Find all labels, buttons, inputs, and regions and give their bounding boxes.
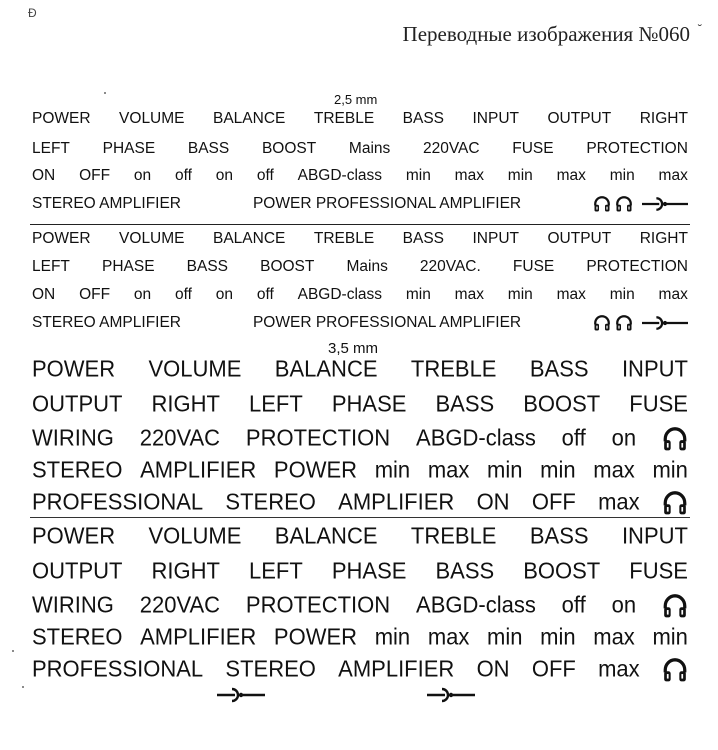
text-word: STEREO AMPLIFIER [32, 195, 182, 212]
text-word: max [427, 456, 470, 483]
text-line [32, 454, 688, 486]
text-line [32, 555, 688, 587]
text-word: on [215, 286, 234, 303]
text-word: FUSE [629, 390, 688, 417]
text-word: ON [32, 167, 56, 184]
text-line [32, 193, 688, 215]
text-word: OUTPUT [547, 110, 612, 127]
text-word: FUSE [512, 258, 555, 275]
text-word: 220VAC [422, 140, 480, 157]
headphones-icon [615, 314, 633, 332]
text-word: WIRING [32, 424, 114, 451]
text-word: max [658, 167, 688, 184]
text-word: PROTECTION [586, 140, 688, 157]
text-word: min [374, 623, 411, 650]
text-word: TREBLE [313, 230, 375, 247]
text-word: POWER [32, 230, 91, 247]
text-word: max [454, 167, 484, 184]
headphones-icon [662, 592, 688, 619]
text-word: min [507, 286, 533, 303]
text-word: RIGHT [151, 390, 220, 417]
text-word: min [540, 456, 576, 483]
text-word: AMPLIFIER [140, 456, 257, 483]
text-word: min [609, 286, 635, 303]
text-word: BASS [529, 355, 589, 382]
text-line [32, 312, 688, 334]
title-mark: ˘ [698, 22, 702, 36]
text-word: BASS [402, 230, 445, 247]
text-word: BASS [187, 140, 230, 157]
text-word: LEFT [32, 258, 70, 275]
text-line [32, 486, 688, 518]
text-word: OFF [79, 286, 111, 303]
text-word: on [215, 167, 234, 184]
icon-group [662, 591, 688, 620]
text-line [32, 388, 688, 420]
text-word: on [133, 286, 152, 303]
text-word: AMPLIFIER [140, 623, 257, 650]
text-word: STEREO [225, 655, 316, 682]
text-word: FUSE [629, 557, 688, 584]
text-word: ABGD-class [297, 286, 383, 303]
text-word: min [652, 623, 688, 650]
text-word: POWER [273, 623, 358, 650]
text-word: FUSE [512, 140, 554, 157]
text-word: off [561, 424, 586, 451]
text-word: PROFESSIONAL [32, 655, 204, 682]
text-word: BOOST [260, 258, 315, 275]
text-word: max [593, 456, 635, 483]
text-word: on [611, 591, 637, 618]
text-line [32, 589, 688, 621]
page-title: Переводные изображения №060 [402, 22, 690, 46]
text-word: INPUT [472, 230, 519, 247]
jack-input-icon [642, 315, 688, 331]
text-word: STEREO [32, 456, 123, 483]
text-word: ON [32, 286, 56, 303]
text-word: min [487, 456, 523, 483]
text-word: Mains [346, 258, 388, 275]
icon-group [593, 195, 688, 213]
text-word: off [256, 167, 274, 184]
text-word: BOOST [523, 390, 601, 417]
text-word: max [593, 623, 635, 650]
text-line [32, 165, 688, 187]
text-word: POWER [32, 522, 116, 549]
headphones-icon [662, 489, 688, 516]
text-word: POWER [273, 456, 358, 483]
text-word: INPUT [472, 110, 519, 127]
text-word: LEFT [249, 557, 303, 584]
headphones-icon [662, 656, 688, 683]
speck [104, 92, 106, 94]
text-word: BASS [435, 390, 495, 417]
text-word: BALANCE [274, 355, 378, 382]
text-word: OFF [531, 488, 576, 515]
text-word: LEFT [32, 140, 70, 157]
text-word: VOLUME [119, 230, 185, 247]
text-word: min [540, 623, 576, 650]
divider [30, 224, 690, 225]
text-word: ON [476, 655, 510, 682]
text-word: RIGHT [151, 557, 220, 584]
text-word: AMPLIFIER [338, 655, 455, 682]
text-word: ABGD-class [297, 167, 383, 184]
text-word: OFF [79, 167, 111, 184]
text-word: PROTECTION [245, 591, 391, 618]
text-word: 220VAC. [419, 258, 481, 275]
text-word: max [427, 623, 470, 650]
text-line [32, 284, 688, 306]
icon-group [662, 424, 688, 453]
corner-mark: Ð [28, 6, 37, 20]
text-line [32, 520, 688, 552]
text-word: POWER [32, 355, 116, 382]
text-word: ABGD-class [416, 424, 536, 451]
size-label-small: 2,5 mm [334, 92, 378, 107]
headphones-icon [593, 195, 611, 213]
text-word: POWER [32, 110, 91, 127]
speck [22, 686, 24, 688]
text-word: min [405, 167, 431, 184]
text-word: VOLUME [148, 355, 242, 382]
size-label-large: 3,5 mm [328, 340, 379, 357]
text-word: PHASE [331, 557, 407, 584]
text-word: max [556, 167, 586, 184]
speck [12, 650, 14, 652]
text-word: on [133, 167, 152, 184]
text-word: off [561, 591, 586, 618]
text-line [32, 228, 688, 250]
text-word: INPUT [621, 522, 688, 549]
text-word: BALANCE [274, 522, 378, 549]
jack-input-icon [425, 686, 477, 704]
text-word: OUTPUT [32, 557, 123, 584]
text-word: min [487, 623, 523, 650]
headphones-icon [662, 425, 688, 452]
text-word: 220VAC [139, 591, 221, 618]
text-word: min [652, 456, 688, 483]
text-word: off [174, 286, 192, 303]
text-word: min [374, 456, 411, 483]
text-line [32, 353, 688, 385]
text-word: STEREO [32, 623, 123, 650]
text-word: max [454, 286, 484, 303]
text-word: INPUT [621, 355, 688, 382]
text-word: min [405, 286, 431, 303]
text-word: PHASE [331, 390, 407, 417]
jack-input-icon [642, 196, 688, 212]
text-word: PHASE [102, 258, 155, 275]
icon-group [662, 488, 688, 517]
text-word: ON [476, 488, 510, 515]
text-word: TREBLE [313, 110, 375, 127]
text-word: ABGD-class [416, 591, 536, 618]
text-word: OUTPUT [32, 390, 123, 417]
text-word: PROTECTION [245, 424, 391, 451]
icon-group [662, 655, 688, 684]
jack-input-icon [215, 686, 267, 704]
text-word: BOOST [523, 557, 601, 584]
text-word: POWER PROFESSIONAL AMPLIFIER [252, 195, 522, 212]
text-word: max [658, 286, 688, 303]
text-line [32, 653, 688, 685]
text-word: max [556, 286, 586, 303]
text-word: BASS [186, 258, 229, 275]
text-word: OUTPUT [547, 230, 612, 247]
text-word: PROTECTION [586, 258, 688, 275]
text-word: TREBLE [410, 355, 497, 382]
text-word: min [609, 167, 635, 184]
text-word: BOOST [261, 140, 317, 157]
text-word: VOLUME [119, 110, 185, 127]
text-line [32, 138, 688, 160]
text-word: LEFT [249, 390, 303, 417]
headphones-icon [615, 195, 633, 213]
text-word: AMPLIFIER [338, 488, 455, 515]
text-word: STEREO AMPLIFIER [32, 314, 182, 331]
text-word: BASS [402, 110, 445, 127]
text-word: BALANCE [213, 110, 286, 127]
text-word: min [507, 167, 533, 184]
text-word: Mains [348, 140, 391, 157]
text-word: TREBLE [410, 522, 497, 549]
text-word: PROFESSIONAL [32, 488, 204, 515]
text-word: OFF [531, 655, 576, 682]
text-line [32, 256, 688, 278]
text-word: WIRING [32, 591, 114, 618]
text-word: max [598, 488, 640, 515]
text-word: BASS [435, 557, 495, 584]
text-word: STEREO [225, 488, 316, 515]
text-word: off [174, 167, 192, 184]
text-word: 220VAC [139, 424, 221, 451]
text-line [32, 108, 688, 130]
text-word: max [598, 655, 640, 682]
text-word: VOLUME [148, 522, 242, 549]
text-word: RIGHT [639, 230, 688, 247]
text-word: POWER PROFESSIONAL AMPLIFIER [252, 314, 522, 331]
text-word: BALANCE [213, 230, 286, 247]
text-word: BASS [529, 522, 589, 549]
text-word: PHASE [102, 140, 156, 157]
text-line [32, 621, 688, 653]
text-word: off [256, 286, 274, 303]
text-line [32, 422, 688, 454]
headphones-icon [593, 314, 611, 332]
icon-group [593, 314, 688, 332]
jack-input-icon [215, 687, 267, 703]
text-word: RIGHT [639, 110, 688, 127]
jack-input-icon [425, 687, 477, 703]
text-word: on [611, 424, 637, 451]
